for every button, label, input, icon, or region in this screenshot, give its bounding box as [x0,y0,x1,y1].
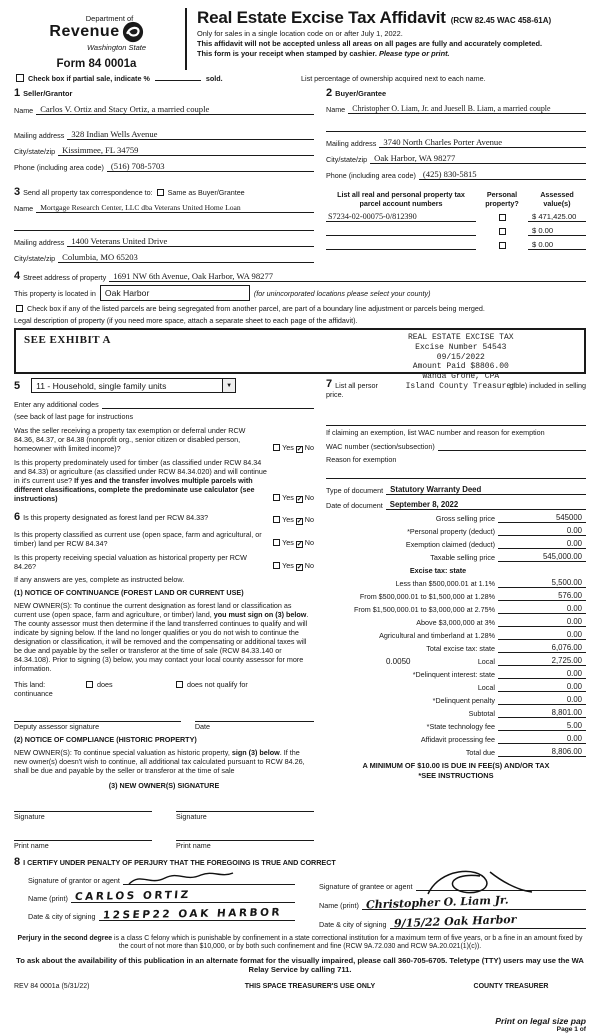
grantor-name-print-field[interactable]: CARLOS ORTIZ [71,890,295,903]
tax-row-value[interactable]: 0.00 [498,682,586,692]
ownership-note: List percentage of ownership acquired next to each name. [301,74,486,83]
q1-no-checkbox-checked[interactable]: ✓ [296,446,303,453]
land-use-code-value: 11 - Household, single family units [36,380,167,391]
section-7-number: 7 [326,378,333,390]
buyer-phone-field[interactable]: (425) 830-5815 [419,169,586,180]
accessibility-note: To ask about the availability of this publication in an alternate format for the visually impaired, please call 360-705-6705. Teletype (TTY) users may use the WA Relay Service by calling 711. [16,956,584,975]
yes-label: Yes [282,560,294,570]
dept-of-label: Department of [85,14,134,23]
parcel-row [326,240,586,250]
located-in-label: This property is located in [14,288,96,298]
deputy-date-field[interactable] [195,710,314,722]
tax-row-value[interactable]: 5,500.00 [498,578,586,588]
section-4-property [14,270,586,325]
additional-codes-field[interactable] [102,408,314,409]
notice-continuance-body: NEW OWNER(S): To continue the current designation as forest land or classification as current use (open space, farm and agriculture, or timber) land, you must sign on (3) below. The county assessor must then determine if the land transferred continues to qualify and will indicate by signing below. If the land no longer qualifies or you do not wish to continue the designation or classification, it will be removed and the compensating or additional taxes will be due and payable by the seller or transferor at the time of sale (RCW 84.33.140 or 84.34.108). Prior to signing (3) below, you may contact your local county assessor for more information. [14,600,309,673]
certify-heading: I CERTIFY UNDER PENALTY OF PERJURY THAT THE FOREGOING IS TRUE AND CORRECT [23,857,336,867]
parcel-number-field[interactable] [326,227,476,236]
see-back-note: (see back of last page for instructions [14,412,134,421]
treasurer-use-label: THIS SPACE TREASURER'S USE ONLY [244,982,376,990]
parcel-table [326,186,586,263]
date-label: Date [194,721,211,731]
grantor-signature-field[interactable] [123,870,295,885]
q2-no-checkbox-checked[interactable]: ✓ [296,496,303,503]
new-owner-signature-field[interactable] [176,800,314,812]
minimum-due-note: A MINIMUM OF $10.00 IS DUE IN FEE(S) AND/OR TAX *SEE INSTRUCTIONS [362,761,550,780]
stamp-line: Wanda Grone, CPA [422,372,500,381]
grantee-date-city-field[interactable]: 9/15/22 Oak Harbor [390,915,586,929]
tax-row-label: Local [477,683,495,692]
tax-row-label: *State technology fee [426,722,495,731]
tax-row-label: Agricultural and timberland at 1.28% [379,631,495,640]
tax-row-value[interactable]: 5.00 [498,721,586,731]
assessed-value-col-header: Assessed value(s) [540,190,574,208]
buyer-phone-label: Phone (including area code) [326,171,416,180]
print-name-label: Print name [176,840,211,850]
tax-computation [326,513,586,757]
section-6-designations [14,511,314,850]
page-number: Page 1 of [556,1025,586,1033]
tax-row-value[interactable]: 0.00 [498,604,586,614]
partial-sale-row [14,74,586,83]
additional-codes-label: Enter any additional codes [14,400,99,409]
tax-row-label: *Delinquent penalty [432,696,495,705]
tax-row-value[interactable]: 2,725.00 [498,656,586,666]
seller-grantor-heading: Seller/Grantor [23,89,73,98]
parcel-col-header: List all real and personal property tax parcel account numbers [337,190,465,208]
forest-land-question: Is this property designated as forest land per RCW 84.33? [23,513,209,522]
doc-type-field[interactable]: Statutory Warranty Deed [386,485,586,495]
section-4-number: 4 [14,270,21,282]
tax-row-value[interactable]: 545,000.00 [498,552,586,562]
buyer-csz-field[interactable]: Oak Harbor, WA 98277 [370,153,586,164]
answers-yes-note: If any answers are yes, complete as instructed below. [14,574,185,584]
historical-property-question: Is this property receiving special valuation as historical property per RCW 84.26? [14,552,247,571]
partial-sold-label: sold. [205,74,223,83]
subtitle-1: Only for sales in a single location code on or after July 1, 2022. [197,29,403,38]
personal-property-col-header: Personal property? [485,190,519,208]
stamp-line: Amount Paid $8806.00 [412,362,509,372]
grantor-date-city-label: Date & city of signing [28,911,96,921]
segregated-checkbox[interactable] [16,305,23,312]
q3-yes-checkbox[interactable] [273,516,280,523]
partial-percent-field[interactable] [155,80,201,81]
doc-date-field[interactable]: September 8, 2022 [386,500,586,510]
no-label: No [304,443,314,452]
parcel-number-field[interactable] [326,241,476,250]
tax-row-label: Local [477,657,495,666]
agency-block [14,8,179,70]
tax-row-value[interactable]: 0.00 [498,695,586,705]
corr-mailing-field[interactable]: 1400 Veterans United Drive [67,236,314,247]
tax-row-value[interactable]: 545000 [498,513,586,523]
partial-sale-label: Check box if partial sale, indicate % [28,74,150,83]
new-owner-printname-field[interactable] [176,829,314,841]
buyer-grantee-heading: Buyer/Grantee [335,89,387,98]
tax-row-value[interactable]: 0.00 [498,734,586,744]
section-7-price-label: price. [326,390,344,399]
tax-row-value[interactable]: 0.00 [498,617,586,627]
local-rate-value: 0.0050 [386,657,411,666]
this-land-label: This land: [14,679,46,689]
assessed-value-field[interactable]: $ 0.00 [528,226,586,236]
q1-yes-checkbox[interactable] [273,444,280,451]
new-owner-signature-title: (3) NEW OWNER(S) SIGNATURE [108,780,220,790]
subtitle-3: This form is your receipt when stamped by cashier. Please type or print. [197,49,450,58]
buyer-name-label: Name [326,105,346,114]
section-2-buyer [326,87,586,180]
tax-row-label: Exemption claimed (deduct) [405,540,495,549]
continuance-label: continuance [14,688,53,698]
county-treasurer-label: COUNTY TREASURER [473,982,549,990]
street-address-label: Street address of property [23,273,107,282]
grantee-name-print-field[interactable]: Christopher O. Liam Jr. [362,896,586,910]
assessed-value-field[interactable]: $ 471,425.00 [528,212,586,222]
correspondence-label: Send all property tax correspondence to: [23,188,153,197]
tax-row-label: Total excise tax: state [426,644,495,653]
legal-description-label: Legal description of property (if you need more space, attach a separate sheet to each page of the affidavit). [14,316,358,325]
buyer-mailing-label: Mailing address [326,139,377,148]
street-address-field[interactable]: 1691 NW 6th Avenue, Oak Harbor, WA 98277 [109,271,586,282]
section-7-fragment-right: gible) included in selling [509,381,586,390]
same-as-buyer-checkbox[interactable] [157,189,164,196]
tax-row-value[interactable]: 6,076.00 [498,643,586,653]
section-8-number: 8 [14,855,21,868]
seller-mailing-label: Mailing address [14,131,65,140]
buyer-name-field[interactable]: Christopher O. Liam, Jr. and Juesell B. Liam, a married couple [348,104,586,114]
section-5-use-code [14,378,314,503]
grantor-date-city-field[interactable]: 12SEP22 OAK HARBOR [99,908,295,921]
seller-csz-label: City/state/zip [14,147,56,156]
timber-agriculture-question: Is this property predominately used for timber (as classified under RCW 84.34 and 84.33) or agriculture (as classified under RCW 84.34.020) and will continue in it's current use? If yes and the transfer involves multiple parcels with different classifications, complete the predominate use calculator (see instructions) [14,458,267,503]
personal-property-checkbox[interactable] [499,228,506,235]
reason-exemption-label: Reason for exemption [326,455,397,464]
land-use-code-dropdown[interactable] [31,378,236,393]
seller-name-label: Name [14,106,34,115]
wac-number-label: WAC number (section/subsection) [326,442,435,451]
section-5-number: 5 [14,379,21,392]
grantee-signature-block [319,868,586,929]
does-not-checkbox[interactable] [176,681,183,688]
seller-name-field[interactable]: Carlos V. Ortiz and Stacy Ortiz, a married couple [36,104,314,115]
yes-label: Yes [282,493,294,502]
exemption-claim-label: If claiming an exemption, list WAC number and reason for exemption [326,428,545,437]
section-6-number: 6 [14,511,21,523]
parcel-number-field[interactable]: S7234-02-00075-0/812390 [326,212,476,222]
notice-continuance-title: (1) NOTICE OF CONTINUANCE (FOREST LAND OR CURRENT USE) [14,587,244,597]
section-3-correspondence [14,186,314,263]
excise-tax-state-header: Excise tax: state [409,566,467,575]
seller-phone-field[interactable]: (516) 708-5703 [107,161,314,172]
parcel-row [326,226,586,236]
wac-number-field[interactable] [438,450,586,451]
section-3-number: 3 [14,186,21,198]
tax-row-label: Subtotal [468,709,495,718]
no-label: No [304,493,314,502]
buyer-csz-label: City/state/zip [326,155,368,164]
grantee-name-print-label: Name (print) [319,900,359,910]
q2-yes-checkbox[interactable] [273,494,280,501]
deputy-assessor-signature-field[interactable] [14,710,181,722]
doc-type-label: Type of document [326,486,384,495]
deputy-assessor-label: Deputy assessor signature [14,721,100,731]
seller-phone-label: Phone (including area code) [14,163,104,172]
personal-property-checkbox[interactable] [499,214,506,221]
perjury-statement: Perjury in the second degree is a class C felony which is punishable by confinement in a state correctional institution for a maximum term of five years, or b a fine in an amount fixed by the court of not more than $10,000, or by both such confinement and fine (RCW 9A.72.030 and RCW 9A.20.021(1)(c)). [17,934,583,951]
signature-label: Signature [14,811,45,821]
stamp-line: REAL ESTATE EXCISE TAX [407,333,514,342]
tax-row-label: Gross selling price [435,514,495,523]
tax-row-label: From $1,500,000.01 to $3,000,000 at 2.75% [353,605,495,614]
tax-row-value[interactable]: 576.00 [498,591,586,601]
does-not-label: does not qualify for [187,679,248,689]
section-1-number: 1 [14,87,21,99]
chevron-down-icon[interactable]: ▼ [222,379,235,392]
new-owner-printname-field[interactable] [14,829,152,841]
signature-label: Signature [176,811,207,821]
grantor-signature-label: Signature of grantor or agent [28,875,120,885]
exemption-deferral-question: Was the seller receiving a property tax exemption or deferral under RCW 84.36, 84.37, or 84.38 (nonprofit org., senior citizen or disabled person, homeowner with limited income)? [14,426,246,453]
corr-csz-field[interactable]: Columbia, MO 65203 [58,252,314,263]
section-8-certification [14,856,586,929]
q3-no-checkbox-checked[interactable]: ✓ [296,517,303,525]
q4-yes-checkbox[interactable] [273,539,280,546]
yes-label: Yes [282,537,294,547]
tax-row-label: Above $3,000,000 at 3% [416,618,495,627]
grantee-signature-label: Signature of grantee or agent [319,881,413,891]
form-number: Form 84 0001a [56,58,137,70]
stamp-line: 09/15/2022 [436,352,485,362]
print-name-label: Print name [14,840,49,850]
treasurer-stamp [406,333,516,392]
assessed-value-field[interactable]: $ 0.00 [528,240,586,250]
q5-no-checkbox-checked[interactable]: ✓ [296,563,303,571]
grantor-signature-block [28,868,295,929]
current-use-question: Is this property classified as current use (open space, farm and agricultural, or timber) land per RCW 84.34? [14,529,262,548]
stamp-line: Island County Treasurer [405,381,516,391]
yes-label: Yes [282,514,294,524]
section-2-number: 2 [326,87,333,99]
grantee-signature-field[interactable] [416,870,586,891]
stamp-line: Excise Number 54543 [415,342,507,352]
does-checkbox[interactable] [86,681,93,688]
washington-state-label: Washington State [86,43,147,52]
legal-description-value: SEE EXHIBIT A [24,334,112,346]
section-1-seller [14,87,314,180]
personal-property-checkbox[interactable] [499,242,506,249]
grantee-signature-scribble [420,870,540,896]
grantee-date-city-label: Date & city of signing [319,919,387,929]
located-in-note: (for unincorporated locations please select your county) [253,288,431,298]
seller-mailing-field[interactable]: 328 Indian Wells Avenue [67,129,314,140]
tax-row-label: From $500,000.01 to $1,500,000 at 1.28% [359,592,495,601]
parcel-row [326,212,586,222]
tax-row-value[interactable]: 0.00 [498,630,586,640]
tax-row-label: *Delinquent interest: state [412,670,495,679]
no-label: No [304,514,314,524]
corr-mailing-label: Mailing address [14,238,65,247]
rev-form-number: REV 84 0001a (5/31/22) [14,982,90,990]
yes-label: Yes [282,443,294,452]
notice-compliance-body: NEW OWNER(S): To continue special valuation as historic property, sign (3) below. If the new owner(s) doesn't wish to continue, all additional tax calculated pursuant to RCW 84.26, shall be due and payable by the seller or transferor at the time of sale [14,747,305,775]
tax-row-value[interactable]: 0.00 [498,539,586,549]
buyer-name-field-2[interactable] [326,124,586,132]
same-as-buyer-label: Same as Buyer/Grantee [167,188,245,197]
tax-row-label: Total due [465,748,495,757]
header [14,8,586,70]
revenue-logo-icon [122,21,144,43]
footer-row [14,983,586,990]
no-label: No [304,537,314,547]
doc-date-label: Date of document [326,501,383,510]
corr-name-label: Name [14,204,34,213]
new-owner-signature-field[interactable] [14,800,152,812]
does-label: does [97,679,113,689]
title-rcw-ref: (RCW 82.45 WAC 458-61A) [450,16,552,25]
corr-name-field-2[interactable] [14,223,314,231]
revenue-wordmark: Revenue [49,23,120,40]
subtitle-2: This affidavit will not be accepted unless all areas on all pages are fully and accurately completed. [197,39,543,48]
tax-row-label: Taxable selling price [430,553,495,562]
partial-sale-checkbox[interactable] [16,74,24,82]
tax-row-label: Less than $500,000.01 at 1.1% [395,579,495,588]
seller-csz-field[interactable]: Kissimmee, FL 34759 [58,145,314,156]
tax-row-label: *Personal property (deduct) [407,527,495,536]
tax-row-value[interactable]: 0.00 [498,526,586,536]
corr-csz-label: City/state/zip [14,254,56,263]
no-label: No [304,560,314,570]
print-legal-note: Print on legal size pap [495,1015,586,1026]
notice-compliance-title: (2) NOTICE OF COMPLIANCE (HISTORIC PROPERTY) [14,734,197,744]
q4-no-checkbox-checked[interactable]: ✓ [296,540,303,548]
q5-yes-checkbox[interactable] [273,562,280,569]
tax-row-value[interactable]: 8,801.00 [498,708,586,718]
section-7-fragment-left: List all persor [335,381,378,390]
buyer-mailing-field[interactable]: 3740 North Charles Porter Avenue [379,137,586,148]
tax-row-value[interactable]: 0.00 [498,669,586,679]
tax-row-value[interactable]: 8,806.00 [498,747,586,757]
title-block [185,8,586,70]
grantor-name-print-label: Name (print) [28,893,68,903]
tax-row-label: Affidavit processing fee [420,735,495,744]
grantor-signature-scribble [127,870,237,888]
page-title: Real Estate Excise Tax Affidavit [197,8,446,27]
segregated-label: Check box if any of the listed parcels are being segregated from another parcel, are part of a boundary line adjustment or parcels being merged. [27,304,485,313]
corr-name-field[interactable]: Mortgage Research Center, LLC dba Veterans United Home Loan [36,203,314,213]
located-in-select[interactable]: Oak Harbor [100,285,250,301]
